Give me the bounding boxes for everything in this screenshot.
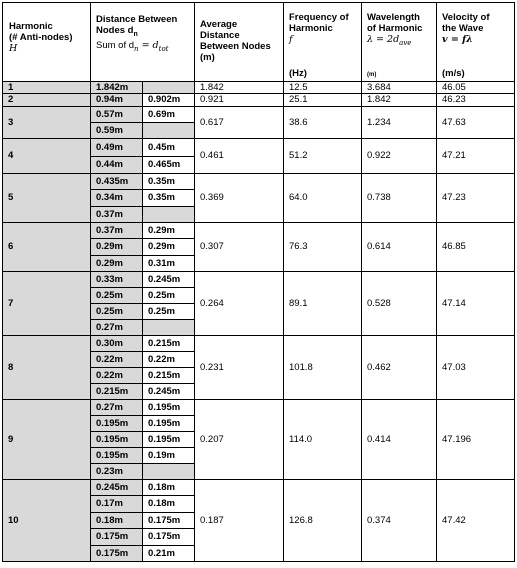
harmonic-cell — [2, 335, 91, 400]
cell-value: 0.902m — [148, 94, 181, 105]
cell-value: 0.34m — [96, 192, 123, 203]
distance-cell — [90, 383, 143, 400]
cell-value: 0.45m — [148, 141, 175, 153]
cell-value: 0.215m — [148, 337, 181, 349]
distance-cell — [142, 545, 195, 562]
cell-value: 0.921 — [200, 94, 224, 105]
header-distance-label: Distance Between Nodes $d_n$ Sum of $d_n = d_{tot}$ — [96, 14, 178, 53]
distance-cell — [142, 173, 195, 190]
cell-value: 2 — [8, 94, 14, 105]
distance-cell — [90, 93, 143, 107]
wavelength-cell — [361, 93, 437, 107]
cell-value: 0.22m — [96, 369, 123, 381]
cell-value: 1.842m — [96, 82, 129, 93]
frequency-cell — [283, 271, 362, 336]
cell-value: 0.175m — [148, 514, 181, 526]
distance-cell — [90, 447, 143, 464]
distance-cell — [90, 173, 143, 190]
distance-cell — [90, 238, 143, 256]
cell-value: 4 — [8, 150, 14, 161]
cell-value: 0.215m — [148, 369, 181, 381]
velocity-cell — [436, 479, 515, 562]
average-distance-cell — [194, 106, 284, 139]
cell-value: 0.22m — [96, 353, 123, 365]
distance-cell — [90, 335, 143, 352]
distance-cell — [90, 367, 143, 384]
cell-value: 0.23m — [96, 465, 123, 477]
distance-cell — [142, 303, 195, 320]
cell-value: 114.0 — [289, 433, 313, 445]
cell-value: 0.21m — [148, 547, 175, 559]
cell-value: 0.175m — [96, 531, 129, 542]
velocity-cell — [436, 335, 515, 400]
frequency-cell — [283, 106, 362, 139]
distance-cell — [90, 255, 143, 272]
header-frequency-cell — [283, 2, 362, 82]
cell-value: 0.195m — [96, 417, 129, 429]
distance-cell — [142, 222, 195, 239]
header-distance-cell — [90, 2, 195, 82]
cell-value: 47.21 — [442, 150, 466, 161]
cell-value: 0.245m — [96, 481, 129, 493]
distance-cell — [142, 431, 195, 448]
cell-value: 46.05 — [442, 82, 466, 93]
cell-value: 10 — [8, 514, 19, 526]
cell-value: 8 — [8, 361, 14, 373]
harmonic-cell — [2, 222, 91, 272]
distance-cell — [142, 122, 195, 139]
cell-value: 5 — [8, 192, 14, 203]
distance-cell — [142, 189, 195, 207]
distance-cell — [90, 122, 143, 139]
cell-value: 0.29m — [148, 241, 175, 252]
cell-value: 0.614 — [367, 241, 391, 252]
distance-cell — [90, 431, 143, 448]
cell-value: 0.264 — [200, 297, 224, 309]
cell-value: 0.374 — [367, 514, 391, 526]
cell-value: 0.435m — [96, 175, 129, 187]
cell-value: 1.234 — [367, 116, 391, 128]
cell-value: 0.94m — [96, 94, 123, 105]
wavelength-cell — [361, 271, 437, 336]
distance-cell — [142, 399, 195, 416]
cell-value: 0.195m — [96, 433, 129, 445]
wavelength-cell — [361, 138, 437, 174]
cell-value: 0.37m — [96, 224, 123, 236]
distance-cell — [142, 319, 195, 336]
harmonic-cell — [2, 479, 91, 562]
cell-value: 0.37m — [96, 208, 123, 220]
cell-value: 0.29m — [96, 257, 123, 269]
cell-value: 0.195m — [148, 433, 181, 445]
cell-value: 0.465m — [148, 159, 181, 170]
harmonic-cell — [2, 93, 91, 107]
distance-cell — [90, 415, 143, 432]
cell-value: 76.3 — [289, 241, 308, 252]
cell-value: 1.842 — [367, 94, 391, 105]
cell-value: 126.8 — [289, 514, 313, 526]
frequency-cell — [283, 479, 362, 562]
distance-cell — [90, 287, 143, 304]
cell-value: 0.215m — [96, 385, 129, 397]
cell-value: 0.18m — [148, 498, 175, 509]
cell-value: 0.27m — [96, 401, 123, 413]
distance-cell — [142, 463, 195, 480]
cell-value: 89.1 — [289, 297, 308, 309]
distance-cell — [90, 189, 143, 207]
average-distance-cell — [194, 93, 284, 107]
header-frequency-label: Frequency of Harmonic f — [289, 12, 349, 45]
cell-value: 0.922 — [367, 150, 391, 161]
cell-value: 0.49m — [96, 141, 123, 153]
cell-value: 0.25m — [96, 305, 123, 317]
cell-value: 0.30m — [96, 337, 123, 349]
cell-value: 0.25m — [148, 305, 175, 317]
cell-value: 0.57m — [96, 108, 123, 120]
average-distance-cell — [194, 271, 284, 336]
cell-value: 0.414 — [367, 433, 391, 445]
velocity-cell — [436, 106, 515, 139]
distance-cell — [142, 367, 195, 384]
cell-value: 0.175m — [96, 547, 129, 559]
distance-cell — [142, 238, 195, 256]
distance-cell — [142, 156, 195, 174]
cell-value: 0.245m — [148, 273, 181, 285]
cell-value: 0.307 — [200, 241, 224, 252]
distance-cell — [90, 512, 143, 529]
cell-value: 51.2 — [289, 150, 308, 161]
harmonic-cell — [2, 399, 91, 480]
frequency-cell — [283, 93, 362, 107]
cell-value: 47.03 — [442, 361, 466, 373]
average-distance-cell — [194, 399, 284, 480]
distance-cell — [142, 206, 195, 223]
distance-cell — [142, 255, 195, 272]
cell-value: 0.461 — [200, 150, 224, 161]
cell-value: 0.31m — [148, 257, 175, 269]
cell-value: 9 — [8, 433, 14, 445]
header-wavelength-cell — [361, 2, 437, 82]
cell-value: 12.5 — [289, 82, 308, 93]
cell-value: 47.14 — [442, 297, 466, 309]
wavelength-cell — [361, 479, 437, 562]
velocity-cell — [436, 222, 515, 272]
distance-cell — [142, 138, 195, 157]
cell-value: 0.195m — [96, 449, 129, 461]
cell-value: 0.175m — [148, 531, 181, 542]
average-distance-cell — [194, 138, 284, 174]
cell-value: 0.617 — [200, 116, 224, 128]
cell-value: 0.59m — [96, 124, 123, 136]
velocity-cell — [436, 173, 515, 223]
header-average-label: Average Distance Between Nodes (m) — [200, 19, 271, 63]
cell-value: 0.738 — [367, 192, 391, 203]
wavelength-cell — [361, 399, 437, 480]
cell-value: 0.17m — [96, 498, 123, 509]
distance-cell — [90, 156, 143, 174]
header-wavelength-label: Wavelength of Harmonic $\lambda = 2d_{ave}$ — [367, 12, 423, 47]
distance-cell — [90, 495, 143, 513]
distance-cell — [142, 106, 195, 123]
cell-value: 0.69m — [148, 108, 175, 120]
cell-value: 46.85 — [442, 241, 466, 252]
cell-value: 0.35m — [148, 192, 175, 203]
header-wavelength-unit: (m) — [367, 72, 377, 78]
distance-cell — [90, 399, 143, 416]
cell-value: 46.23 — [442, 94, 466, 105]
cell-value: 1.842 — [200, 82, 224, 93]
velocity-cell — [436, 138, 515, 174]
distance-cell — [90, 545, 143, 562]
cell-value: 38.6 — [289, 116, 308, 128]
distance-cell — [142, 271, 195, 288]
distance-cell — [90, 106, 143, 123]
cell-value: 6 — [8, 241, 14, 252]
harmonic-cell — [2, 138, 91, 174]
distance-cell — [90, 319, 143, 336]
average-distance-cell — [194, 173, 284, 223]
cell-value: 3 — [8, 116, 14, 128]
frequency-cell — [283, 399, 362, 480]
cell-value: 47.23 — [442, 192, 466, 203]
cell-value: 0.195m — [148, 417, 181, 429]
distance-cell — [90, 206, 143, 223]
frequency-cell — [283, 173, 362, 223]
cell-value: 0.245m — [148, 385, 181, 397]
header-frequency-unit: (Hz) — [289, 68, 307, 79]
average-distance-cell — [194, 479, 284, 562]
header-velocity-label: Velocity of the Wave v = fλ — [442, 12, 490, 45]
header-average-cell — [194, 2, 284, 82]
cell-value: 0.29m — [148, 224, 175, 236]
harmonic-cell — [2, 271, 91, 336]
cell-value: 0.35m — [148, 175, 175, 187]
average-distance-cell — [194, 335, 284, 400]
distance-cell — [142, 93, 195, 107]
distance-cell — [142, 335, 195, 352]
distance-cell — [90, 528, 143, 546]
wavelength-cell — [361, 106, 437, 139]
cell-value: 0.195m — [148, 401, 181, 413]
velocity-cell — [436, 399, 515, 480]
cell-value: 0.25m — [148, 289, 175, 301]
velocity-cell — [436, 93, 515, 107]
distance-cell — [142, 415, 195, 432]
frequency-cell — [283, 335, 362, 400]
frequency-cell — [283, 222, 362, 272]
cell-value: 47.196 — [442, 433, 472, 445]
cell-value: 0.207 — [200, 433, 224, 445]
distance-cell — [90, 463, 143, 480]
cell-value: 0.462 — [367, 361, 391, 373]
harmonic-cell — [2, 173, 91, 223]
cell-value: 7 — [8, 297, 14, 309]
header-harmonic-label: Harmonic (# Anti-nodes) H — [9, 21, 73, 54]
distance-cell — [142, 512, 195, 529]
wavelength-cell — [361, 335, 437, 400]
distance-cell — [142, 528, 195, 546]
distance-cell — [142, 287, 195, 304]
distance-cell — [90, 303, 143, 320]
cell-value: 25.1 — [289, 94, 308, 105]
cell-value: 0.528 — [367, 297, 391, 309]
cell-value: 0.187 — [200, 514, 224, 526]
cell-value: 1 — [8, 82, 14, 93]
cell-value: 0.27m — [96, 321, 123, 333]
cell-value: 47.42 — [442, 514, 466, 526]
cell-value: 47.63 — [442, 116, 466, 128]
wavelength-cell — [361, 173, 437, 223]
distance-cell — [142, 479, 195, 496]
distance-cell — [142, 383, 195, 400]
cell-value: 0.44m — [96, 159, 123, 170]
frequency-cell — [283, 138, 362, 174]
average-distance-cell — [194, 222, 284, 272]
cell-value: 0.22m — [148, 353, 175, 365]
distance-cell — [142, 447, 195, 464]
cell-value: 0.18m — [96, 514, 123, 526]
distance-cell — [90, 479, 143, 496]
harmonic-cell — [2, 106, 91, 139]
header-velocity-unit: (m/s) — [442, 68, 465, 79]
distance-cell — [142, 495, 195, 513]
distance-cell — [90, 271, 143, 288]
cell-value: 0.33m — [96, 273, 123, 285]
cell-value: 0.25m — [96, 289, 123, 301]
distance-cell — [142, 351, 195, 368]
cell-value: 0.369 — [200, 192, 224, 203]
cell-value: 101.8 — [289, 361, 313, 373]
cell-value: 3.684 — [367, 82, 391, 93]
distance-cell — [90, 222, 143, 239]
velocity-cell — [436, 271, 515, 336]
wavelength-cell — [361, 222, 437, 272]
header-harmonic-cell — [2, 2, 91, 82]
cell-value: 64.0 — [289, 192, 308, 203]
header-velocity-cell — [436, 2, 515, 82]
distance-cell — [90, 138, 143, 157]
cell-value: 0.29m — [96, 241, 123, 252]
cell-value: 0.18m — [148, 481, 175, 493]
distance-cell — [90, 351, 143, 368]
cell-value: 0.19m — [148, 449, 175, 461]
cell-value: 0.231 — [200, 361, 224, 373]
